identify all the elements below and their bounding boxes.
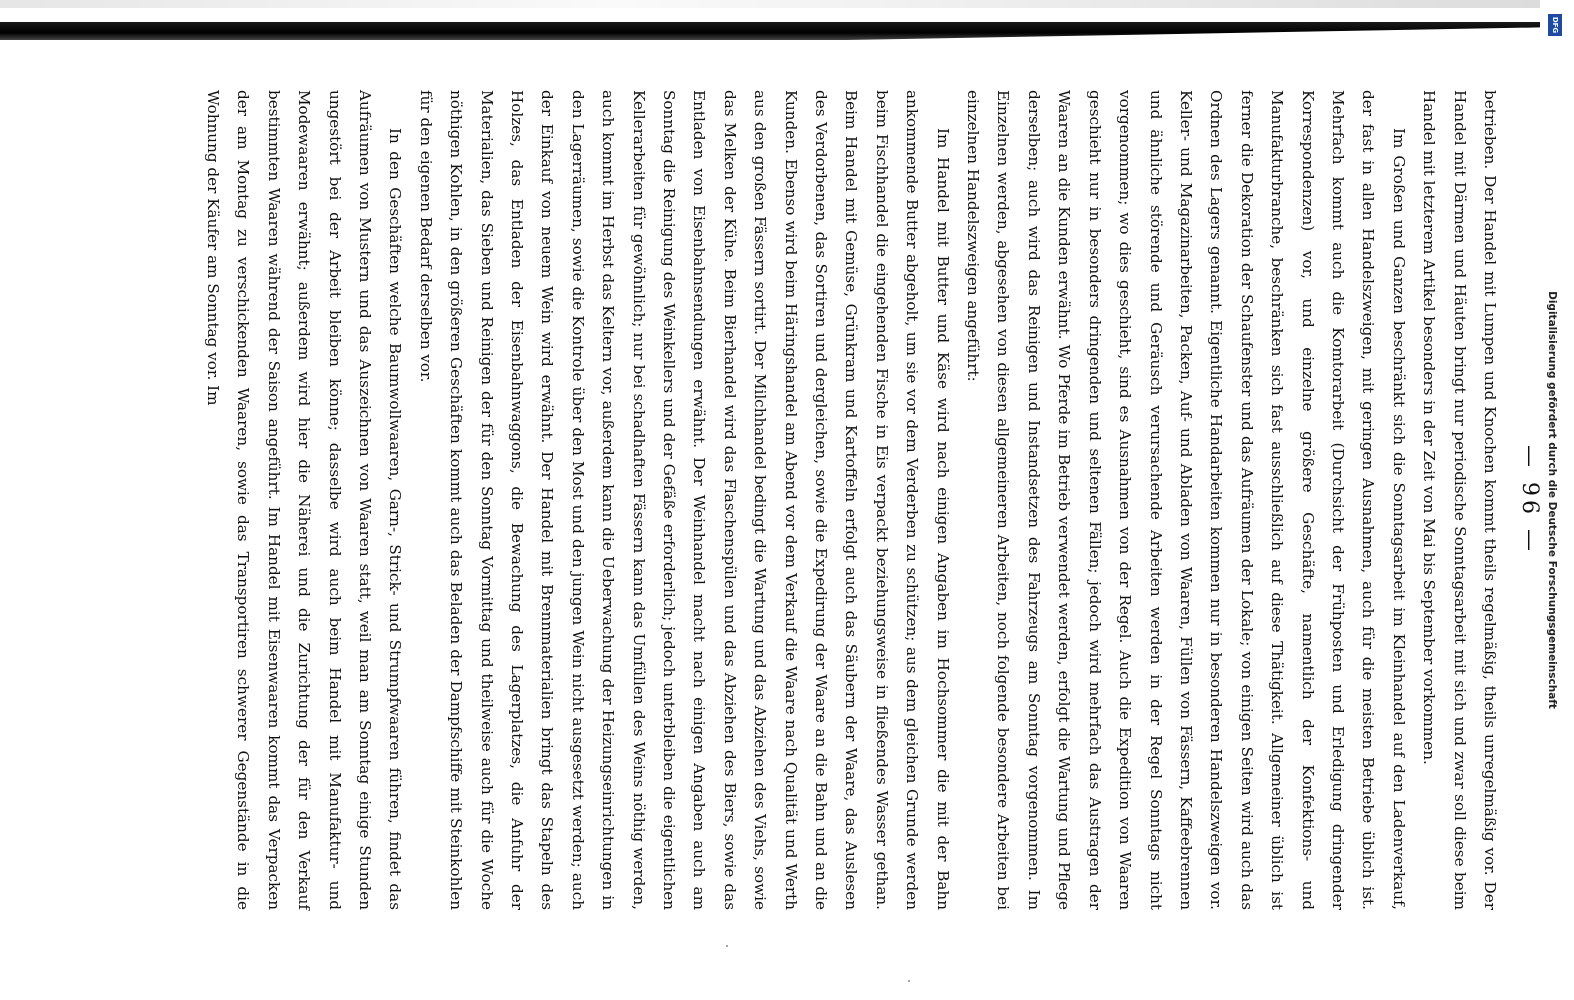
paragraph-2: Im Großen und Ganzen beschränkt sich die Sonntagsarbeit im Kleinhandel auf den Ladenverkauf, der fast in allen Handelszweigen, mit geringen Ausnahmen, auch für die meisten Betriebe üblich ist. Mehrfach kommt auch die Komtorarbeit (Durchsicht der Frühposten und Erledigung dringender Korrespondenzen) vor, und einzelne größere Geschäfte, namentlich der Konfektions- und Manufakturbranche, beschränken sich fast ausschließlich auf diese Thätigkeit. Allgemeiner üblich ist ferner die Dekoration der Schaufenster und das Aufräumen der Lokale; von einigen Seiten wird auch das Ordnen des Lagers genannt. Eigentliche Handarbeiten kommen nur in besonderen Handelszweigen vor. Keller- und Magazinarbeiten, Packen, Auf- und Abladen von Waaren, Füllen von Fässern, Kaffeebrennen und ähnliche störende und Geräusch verursachende Arbeiten werden in der Regel Sonntags nicht vorgenommen; wo dies geschieht, sind es Ausnahmen von der Regel. Auch die Expedition von Waaren geschieht nur in besonders dringenden und seltenen Fällen; jedoch wird mehrfach das Austragen der Waaren an die Kunden erwähnt. Wo Pferde im Betrieb verwendet werden, erfolgt die Wartung und Pflege derselben; auch wird das Reinigen und Instandsetzen des Fahrzeugs am Sonntag vorgenommen. Im Einzelnen werden, abgesehen von diesen allgemeineren Arbeiten, noch folgende besondere Arbeiten bei einzelnen Handelszweigen angeführt: [964, 90, 1408, 910]
page-number: — 96 — [1517, 445, 1542, 555]
paragraph-1: betrieben. Der Handel mit Lumpen und Knochen kommt theils regelmäßig, theils unregelmäßig vor. Der Handel mit Därmen und Häuten bringt nur periodische Sonntagsarbeit mit sich und zwar soll diese beim Handel mit letzterem Artikel besonders in der Zeit von Mai bis September vorkommen. [1420, 90, 1499, 910]
paragraph-3: Im Handel mit Butter und Käse wird nach einigen Angaben im Hochsommer die mit der Bahn ankommende Butter abgeholt, um sie vor dem Verderben zu schützen; aus dem gleichen Grunde werden beim Fischhandel die eingehenden Fische in Eis verpackt beziehungsweise in fließendes Wasser gethan. Beim Handel mit Gemüse, Grünkram und Kartoffeln erfolgt auch das Säubern der Waare, das Auslesen des Verdorbenen, das Sortiren und dergleichen, sowie die Expedirung der Waare an die Bahn und an die Kunden. Ebenso wird beim Häringshandel am Abend vor dem Verkauf die Waare nach Qualität und Werth aus den großen Fässern sortirt. Der Milchhandel bedingt die Wartung und das Abziehen des Viehs, sowie das Melken der Kühe. Beim Bierhandel wird das Flaschenspülen und das Abziehen des Biers, sowie das Entladen von Eisenbahnsendungen erwähnt. Der Weinhandel macht nach einigen Angaben auch am Sonntag die Reinigung des Weinkellers und der Gefäße erforderlich; jedoch unterbleiben die eigentlichen Kellerarbeiten für gewöhnlich; nur bei schadhaften Fässern kann das Umfüllen des Weins nöthig werden, auch kommt im Herbst das Keltern vor, außerdem kann die Ueberwachung der Heizungseinrichtungen in den Lagerräumen, sowie die Kontrole über den Most und den jungen Wein nicht ausgesetzt werden; auch der Einkauf von neuem Wein wird erwähnt. Der Handel mit Brennmaterialien bringt das Stapeln des Holzes, das Entladen der Eisenbahnwaggons, die Bewachung des Lagerplatzes, die Anfuhr der Materialien, das Sieben und Reinigen der für den Sonntag Vormittag und theilweise auch für die Woche nöthigen Kohlen, in den größeren Geschäften kommt auch das Beladen der Dampfschiffe mit Steinkohlen für den eigenen Bedarf derselben vor. [416, 90, 952, 910]
scan-shadow-edge [0, 22, 1540, 40]
attribution-text: Digitalisierung gefördert durch die Deutsche Forschungsgemeinschaft [1546, 291, 1558, 709]
scan-border-top [0, 0, 1540, 8]
digitization-attribution [1542, 10, 1562, 990]
scan-speck [908, 980, 910, 982]
paragraph-4: In den Geschäften welche Baumwollwaaren, Garn-, Strick- und Strumpfwaaren führen, findet das Aufräumen von Mustern und das Auszeichnen von Waaren statt, weil man am Sonntag einige Stunden ungestört bei der Arbeit bleiben könne; dasselbe wird auch beim Handel mit Manufaktur- und Modewaaren erwähnt; außerdem wird hier die Näherei und die Zurichtung der für den Verkauf bestimmten Waaren während der Saison angeführt. Im Handel mit Eisenwaaren kommt das Verpacken der am Montag zu verschickenden Waaren, sowie das Transportiren schwerer Gegenstände in die Wohnung der Käufer am Sonntag vor. Im [203, 90, 405, 910]
rotated-text-block [82, 70, 1552, 930]
scan-speck [726, 945, 728, 947]
dfg-logo-text: DFG [1551, 16, 1559, 34]
